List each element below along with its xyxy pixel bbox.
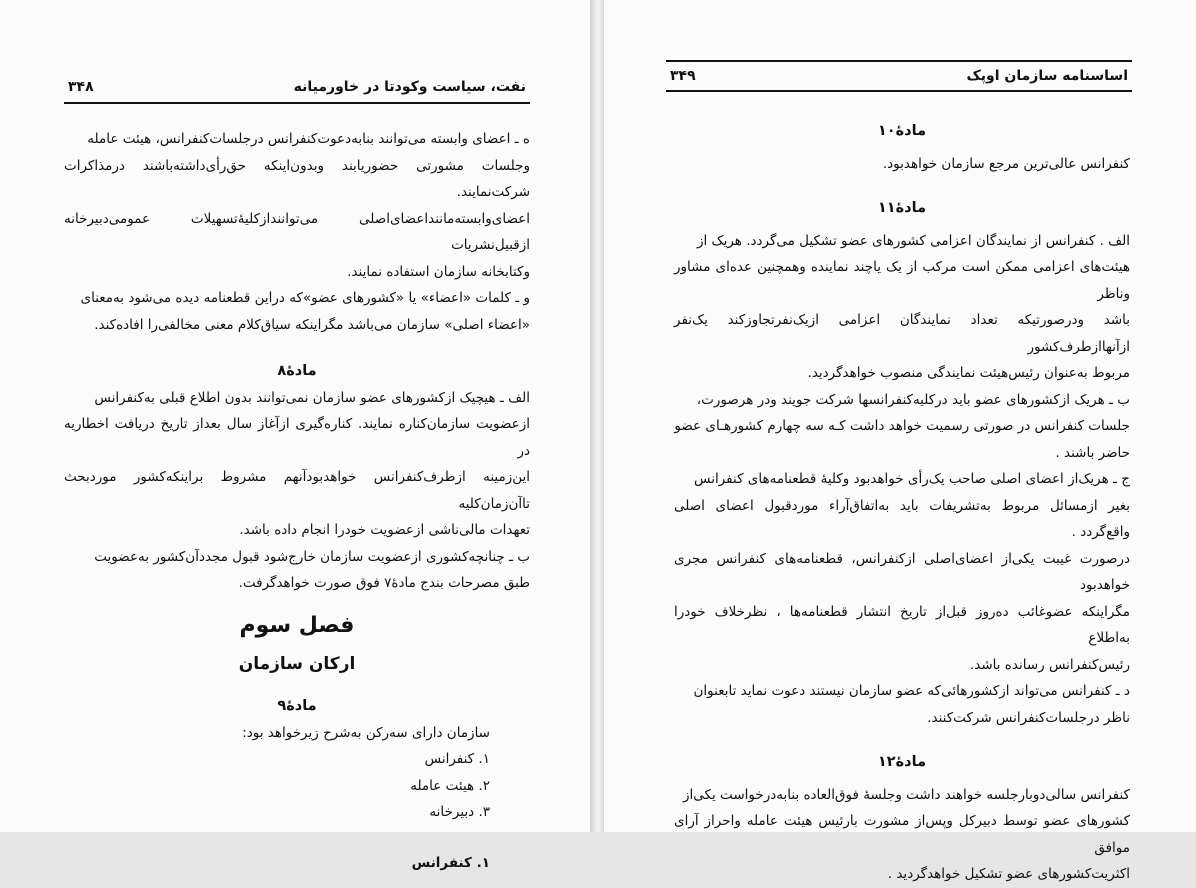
clause-line: ج ـ هریک‌از اعضای اصلی صاحب یک‌رأی خواهدبود وکلیهٔ قطعنامه‌های کنفرانس [694, 471, 1130, 487]
clause-line: هیئت‌های اعزامی ممکن است مرکب از یک یاچند نماینده وهمچنین عده‌ای مشاور وناظر [674, 259, 1130, 302]
clause-line: ازعضویت سازمان‌کناره نمایند. کناره‌گیری ازآغاز سال بعداز تاریخ دریافت اخطاریه در [64, 416, 530, 459]
clause-line: حاضر باشند . [1055, 444, 1130, 461]
article-11-clause-d [674, 678, 1130, 731]
chapter-title: فصل سوم [239, 612, 355, 638]
right-running-head [666, 60, 1132, 92]
clause-line: ب ـ چنانچه‌کشوری ازعضویت سازمان خارج‌شود قبول مجددآن‌کشور به‌عضویت [94, 548, 530, 565]
clause-line: الف . کنفرانس از نمایندگان اعزامی کشورهای عضو تشکیل می‌گردد. هریک از [696, 232, 1130, 249]
article-11-clause-c [674, 466, 1130, 678]
clause-line: ب ـ هریک ازکشورهای عضو باید درکلیه‌کنفرانسها شرکت جویند ودر هرصورت، [696, 391, 1130, 408]
para-v-line: «اعضاء اصلی» سازمان می‌باشد مگراینکه سیاق‌کلام معنی مخالفی‌را افاده‌کند. [94, 316, 530, 333]
clause-line: تعهدات مالی‌ناشی ازعضویت خودرا انجام داده باشد. [239, 522, 530, 538]
article-12-heading: مادهٔ۱۲ [877, 754, 927, 770]
spacer [64, 641, 530, 651]
para-h-line: وکتابخانه سازمان استفاده نمایند. [347, 263, 530, 280]
clause-line: کنفرانس سالی‌دوبارجلسه خواهند داشت وجلسهٔ فوق‌العاده بنابه‌درخواست یکی‌از [683, 786, 1130, 803]
clause-line: ناظر درجلسات‌کنفرانس شرکت‌کنند. [927, 709, 1130, 726]
clause-line: مربوط به‌عنوان رئیس‌هیئت نمایندگی منصوب خواهدگردید. [807, 365, 1130, 381]
right-page-number: ۳۴۹ [670, 68, 696, 84]
clause-line: کشورهای عضو توسط دبیرکل وپس‌از مشورت بارئیس هیئت عامله واحراز آرای موافق [674, 813, 1130, 856]
spacer [674, 177, 1130, 195]
organ-item: ۱. کنفرانس [424, 751, 490, 767]
clause-line: مگراینکه عضوغائب ده‌روز قبل‌از تاریخ انتشار قطعنامه‌ها ، نظرخلاف خودرا به‌اطلاع [674, 603, 1130, 646]
spacer [64, 677, 530, 693]
para-v [64, 285, 530, 338]
right-page [604, 0, 1196, 882]
left-page [0, 0, 590, 871]
spacer [64, 338, 530, 358]
para-h [64, 126, 530, 285]
article-11-clause-b [674, 387, 1130, 467]
organ-item: ۳. دبیرخانه [429, 804, 490, 820]
article-8-clause-a [64, 385, 530, 544]
spacer [64, 826, 530, 850]
article-9-intro: سازمان دارای سه‌رکن به‌شرح زیرخواهد بود: [242, 724, 490, 741]
clause-line: باشد ودرصورتیکه تعداد نمایندگان اعزامی ازیک‌نفرتجاوزکند یک‌نفر ازآنهاازطرف‌کشور [674, 312, 1130, 355]
organ-item: ۲. هیئت عامله [410, 777, 490, 794]
clause-line: الف ـ هیچیک ازکشورهای عضو سازمان نمی‌توانند بدون اطلاع قبلی به‌کنفرانس [94, 389, 530, 406]
right-running-title: اساسنامه سازمان اوپک [966, 68, 1128, 84]
spacer [674, 731, 1130, 749]
article-8-clause-b [64, 544, 530, 597]
book-gutter [590, 0, 604, 832]
article-9-heading: مادهٔ۹ [277, 698, 317, 714]
article-8-heading: مادهٔ۸ [277, 363, 317, 379]
right-page-body [674, 118, 1130, 888]
para-h-line: ه ـ اعضای وابسته می‌توانند بنابه‌دعوت‌کنفرانس درجلسات‌کنفرانس، هیئت عامله [87, 131, 530, 147]
article-11-heading: مادهٔ۱۱ [877, 200, 927, 216]
organs-list [64, 746, 490, 826]
left-running-head [64, 72, 530, 104]
section-1-heading: ۱. کنفرانس [411, 854, 490, 871]
para-v-line: و ـ کلمات «اعضاء» یا «کشورهای عضو»که دراین قطعنامه دیده می‌شود به‌معنای [80, 290, 530, 306]
clause-line: طبق مصرحات بندج مادهٔ۷ فوق صورت خواهدگرفت. [238, 575, 530, 591]
clause-line: د ـ کنفرانس می‌تواند ازکشورهائی‌که عضو سازمان نیستند دعوت نماید تابعنوان [693, 683, 1130, 699]
spacer [64, 597, 530, 611]
para-h-line: اعضای‌وابسته‌مانند‌اعضای‌اصلی می‌توانندازکلیهٔ‌تسهیلات عمومی‌دبیرخانه ازقبیل‌نشریات [64, 210, 530, 253]
clause-line: بغیر ازمسائل مربوط به‌تشریفات باید به‌اتفاق‌آراء موردقبول اعضای اصلی واقع‌گردد . [674, 497, 1130, 540]
clause-line: اکثریت‌کشورهای عضو تشکیل خواهدگردید . [887, 866, 1130, 882]
clause-line: رئیس‌کنفرانس رسانده باشد. [969, 656, 1130, 673]
clause-line: درصورت غیبت یکی‌از اعضای‌اصلی ازکنفرانس، قطعنامه‌های کنفرانس مجری خواهدبود [674, 550, 1130, 593]
para-h-line: وجلسات مشورتی حضوریابند وبدون‌اینکه حق‌رأی‌داشته‌باشند درمذاکرات شرکت‌نمایند. [64, 157, 530, 200]
clause-line: این‌زمینه ازطرف‌کنفرانس خواهدبودآنهم مشروط براینکه‌کشور موردبحث تاآن‌زمان‌کلیه [64, 469, 530, 512]
article-10-heading: مادهٔ۱۰ [877, 123, 927, 139]
left-page-number: ۳۴۸ [68, 79, 94, 95]
chapter-subtitle: ارکان سازمان [238, 653, 356, 674]
article-10-text: کنفرانس عالی‌ترین مرجع سازمان خواهدبود. [882, 155, 1130, 172]
article-11-clause-a [674, 228, 1130, 387]
left-page-body [64, 126, 530, 876]
article-12-text [674, 782, 1130, 888]
clause-line: جلسات کنفرانس در صورتی رسمیت خواهد داشت کـه سه چهارم کشورهـای عضو [674, 418, 1130, 434]
left-running-title: نفت، سیاست وکودتا در خاورمیانه [293, 79, 526, 95]
